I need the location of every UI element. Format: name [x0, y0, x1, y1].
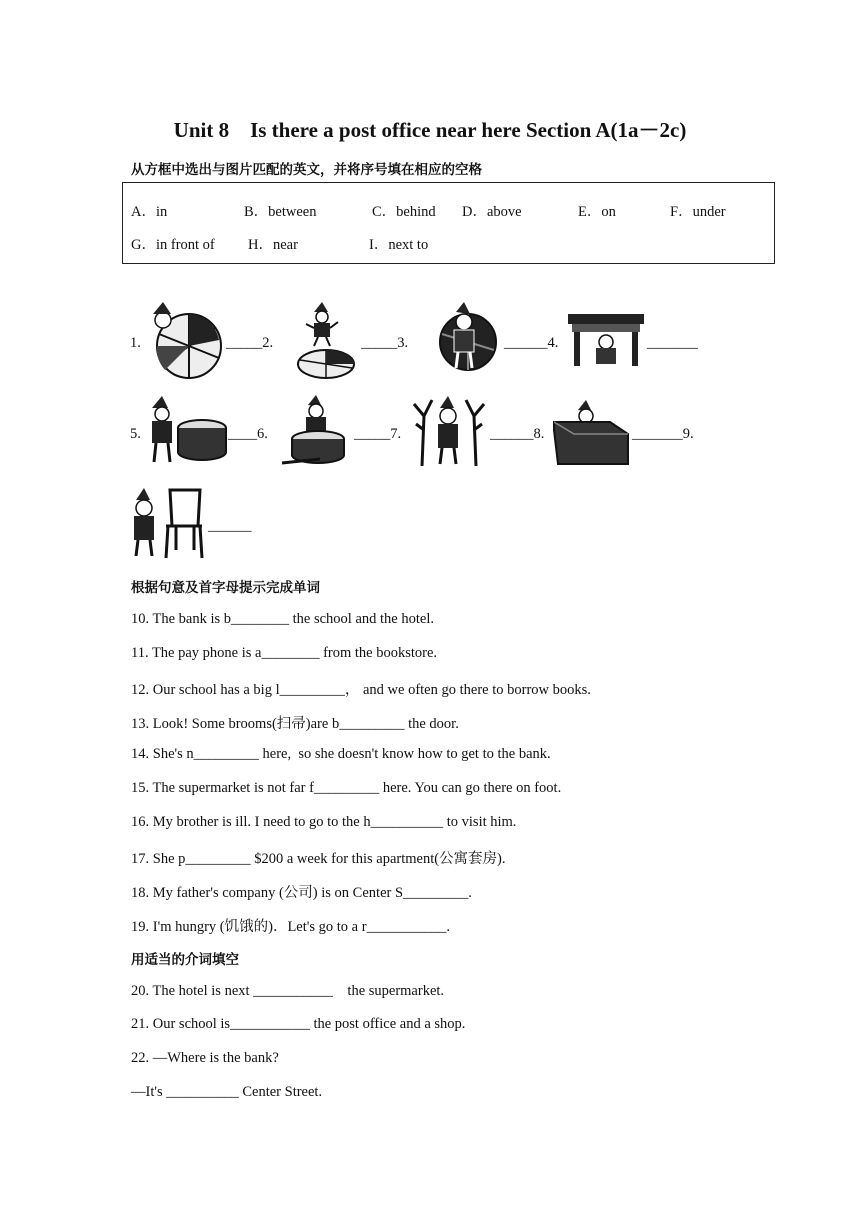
question-19: 19. I'm hungry (饥饿的)．Let's go to a r___________.: [131, 919, 450, 935]
question-11: 11. The pay phone is a________ from the bookstore.: [131, 645, 438, 661]
gnome-next-to-drum-image: [144, 396, 228, 468]
gnome-near-chair-image: [128, 486, 206, 560]
gnome-in-box-image: [548, 400, 632, 466]
question-17: 17. She p_________ $200 a week for this apartment(公寓套房).: [131, 851, 506, 867]
question-10: 10. The bank is b________ the school and the hotel.: [131, 611, 434, 627]
option-a: A．in: [131, 204, 168, 220]
picture-label-4: ______4.: [504, 335, 559, 351]
question-21: 21. Our school is___________ the post office and a shop.: [131, 1016, 466, 1032]
option-b: B．between: [244, 204, 317, 220]
picture-label-3: _____3.: [361, 335, 409, 351]
picture-label-6: ____6.: [228, 426, 268, 442]
picture-label-row3: ______: [208, 518, 252, 534]
gnome-on-drum-image: [280, 395, 354, 469]
ball-with-gnome-image: [145, 302, 225, 380]
question-22-answer: —It's __________ Center Street.: [131, 1084, 323, 1100]
option-i: I．next to: [369, 237, 429, 253]
option-d: D．above: [462, 204, 522, 220]
options-box: [122, 182, 775, 264]
section2-heading: 根据句意及首字母提示完成单词: [131, 580, 320, 596]
picture-label-1: 1.: [130, 335, 141, 351]
option-h: H．near: [248, 237, 298, 253]
picture-label-7: _____7.: [354, 426, 402, 442]
gnome-between-plants-image: [412, 396, 486, 468]
question-20: 20. The hotel is next ___________ the supermarket.: [131, 983, 445, 999]
question-13: 13. Look! Some brooms(扫帚)are b_________ the door.: [131, 716, 459, 732]
question-15: 15. The supermarket is not far f_________ here. You can go there on foot.: [131, 780, 562, 796]
option-g: G．in front of: [131, 237, 215, 253]
picture-label-5: 5.: [130, 426, 141, 442]
section1-heading: 从方框中选出与图片匹配的英文，并将序号填在相应的空格: [131, 162, 482, 178]
option-c: C．behind: [372, 204, 436, 220]
gnome-in-front-of-ball-image: [436, 302, 498, 378]
picture-label-8: ______8.: [490, 426, 545, 442]
option-e: E．on: [578, 204, 616, 220]
picture-label-blank: _______: [647, 335, 698, 351]
question-12: 12. Our school has a big l_________， and we often go there to borrow books.: [131, 682, 591, 698]
option-f: F．under: [670, 204, 726, 220]
picture-label-9: _______9.: [632, 426, 694, 442]
gnome-under-table-image: [566, 310, 646, 370]
question-16: 16. My brother is ill. I need to go to the h__________ to visit him.: [131, 814, 517, 830]
page-title: Unit 8 Is there a post office near here Section A(1a－2c): [173, 118, 687, 142]
question-14: 14. She's n_________ here, so she doesn't know how to get to the bank.: [131, 746, 551, 762]
question-22: 22. —Where is the bank?: [131, 1050, 279, 1066]
question-18: 18. My father's company (公司) is on Center S_________.: [131, 885, 472, 901]
picture-label-2: _____2.: [226, 335, 274, 351]
gnome-above-ball-image: [292, 302, 358, 380]
section3-heading: 用适当的介词填空: [131, 952, 239, 968]
